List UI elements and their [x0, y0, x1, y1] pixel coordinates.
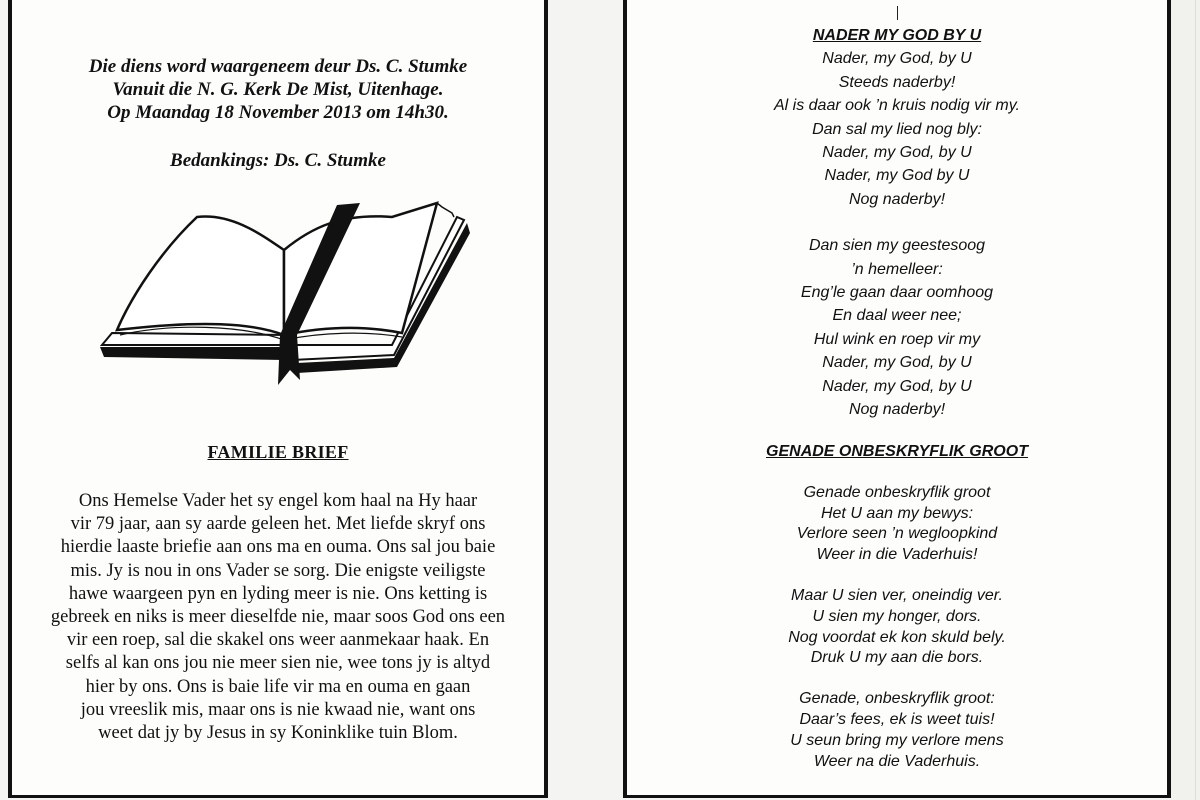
hymn-line: Dan sien my geestesoog [808, 237, 986, 255]
hymn-line: Dan sal my lied nog bly: [812, 120, 982, 138]
letter-line: vir een roep, sal die skakel ons weer aanmekaar haak. En [66, 630, 490, 651]
letter-line: hier by ons. Ons is baie life vir ma en ouma en gaan [85, 676, 471, 697]
hymn-line: Steeds naderby! [838, 73, 956, 91]
service-line: Op Maandag 18 November 2013 om 14h30. [107, 102, 449, 123]
left-page [8, 0, 548, 798]
open-bible-icon [92, 195, 472, 395]
letter-line: Ons Hemelse Vader het sy engel kom haal na Hy haar [78, 491, 478, 511]
hymn-line: Daar’s fees, ek is weet tuis! [799, 710, 995, 728]
hymn-line: Weer na die Vaderhuis. [813, 752, 981, 770]
hymn-line: Nog voordat ek kon skuld bely. [788, 628, 1006, 646]
right-page [623, 0, 1171, 798]
hymn-line: Druk U my aan die bors. [810, 649, 984, 667]
hymn-line: Genade onbeskryflik groot [803, 483, 991, 501]
letter-line: mis. Jy is nou in ons Vader se sorg. Die enigste veiligste [70, 560, 486, 581]
hymn-line: Genade, onbeskryflik groot: [799, 690, 995, 708]
hymn-line: Nader, my God, by U [822, 377, 972, 395]
hymn-title: NADER MY GOD BY U [812, 27, 982, 44]
fold-line [1195, 0, 1196, 800]
hymn-genade [627, 442, 1167, 772]
hymn-line: Al is daar ook ’n kruis nodig vir my. [773, 97, 1020, 115]
hymn-line: Nog naderby! [848, 401, 946, 419]
hymn-line: Verlore seen ’n wegloopkind [796, 525, 998, 543]
letter-line: weet dat jy by Jesus in sy Koninklike tuin Blom. [98, 723, 458, 744]
letter-line: hawe waargeen pyn en lyding meer is nie. Ons ketting is [68, 583, 488, 604]
service-details [12, 55, 544, 124]
letter-line: gebreek en niks is meer dieselfde nie, maar soos God ons een [50, 607, 506, 628]
hymn-line: Nog naderby! [848, 190, 946, 208]
letter-line: selfs al kan ons jou nie meer sien nie, wee tons jy is altyd [65, 653, 491, 674]
hymn-line: Nader, my God, by U [822, 50, 972, 68]
letter-title: FAMILIE BRIEF [207, 442, 349, 462]
family-letter [12, 490, 544, 745]
hymn-line: Nader, my God by U [824, 167, 970, 185]
hymn-nader-my-god [627, 24, 1167, 422]
letter-line: jou vreeslik mis, maar ons is nie kwaad nie, want ons [80, 699, 476, 720]
hymn-line: Nader, my God, by U [822, 354, 972, 372]
service-line: Vanuit die N. G. Kerk De Mist, Uitenhage. [112, 79, 444, 100]
hymn-line: En daal weer nee; [832, 307, 962, 325]
thanks-line: Bedankings: Ds. C. Stumke [170, 150, 386, 171]
hymn-line: Eng’le gaan daar oomhoog [800, 284, 994, 302]
service-line: Die diens word waargeneem deur Ds. C. Stumke [88, 56, 468, 77]
letter-line: vir 79 jaar, aan sy aarde geleen het. Met liefde skryf ons [70, 514, 486, 535]
pen-mark [897, 6, 898, 20]
hymn-title: GENADE ONBESKRYFLIK GROOT [766, 443, 1028, 460]
hymn-line: U sien my honger, dors. [812, 607, 982, 625]
hymn-line: ’n hemelleer: [851, 260, 943, 278]
hymn-line: Het U aan my bewys: [820, 504, 974, 522]
hymn-line: Weer in die Vaderhuis! [816, 546, 978, 564]
hymn-line: Hul wink en roep vir my [813, 330, 981, 348]
letter-line: hierdie laaste briefie aan ons ma en ouma. Ons sal jou baie [60, 537, 496, 558]
hymn-line: U seun bring my verlore mens [790, 731, 1004, 749]
hymn-line: Nader, my God, by U [822, 144, 972, 162]
hymn-line: Maar U sien ver, oneindig ver. [791, 586, 1003, 604]
